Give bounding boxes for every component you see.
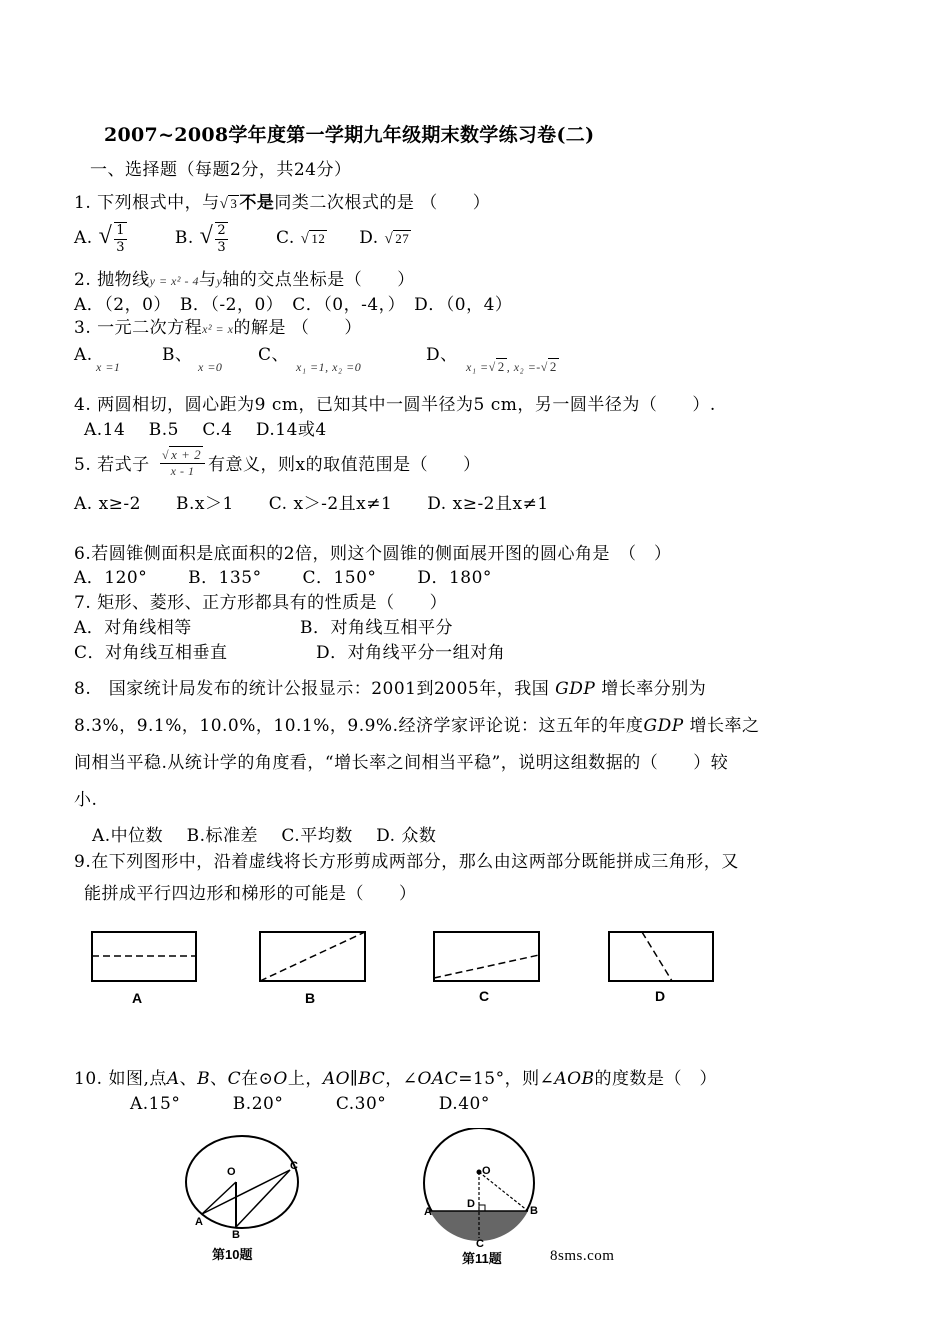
question-8-line-3: 间相当平稳.从统计学的角度看，“增长率之间相当平稳”，说明这组数据的（ ）较	[74, 753, 729, 773]
question-6-stem: 6.若圆锥侧面积是底面积的2倍，则这个圆锥的侧面展开图的圆心角是 （ ）	[74, 544, 672, 564]
figure-11-diagram	[418, 1128, 558, 1248]
figure-11-label-c: C	[476, 1238, 484, 1250]
question-2-stem: 2. 抛物线y = x² - 4与y轴的交点坐标是（ ）	[74, 270, 415, 290]
watermark: 8sms.com	[550, 1248, 615, 1264]
figure-10-label-c: C	[290, 1160, 298, 1172]
question-3-option-d-expr: x₁ =√ 2 , x₂ =-√ 2	[466, 359, 557, 374]
question-5-stem: 5. 若式子	[74, 455, 150, 475]
figure-9d-label: D	[655, 988, 666, 1004]
question-8-line-2: 8.3%，9.1%，10.0%，10.1%，9.9%.经济学家评论说：这五年的年度GDP 增长率之	[74, 716, 760, 736]
question-9-line-2: 能拼成平行四边形和梯形的可能是（ ）	[84, 884, 417, 904]
question-1-options: A. √ $\frac{1}{3}$ B. √ $\frac{2}{3}$ C. √ 12 D. √ 27	[74, 223, 410, 255]
question-5-stem-end: 有意义，则x的取值范围是（ ）	[208, 455, 481, 475]
question-10-options: A.15° B.20° C.30° D.40°	[130, 1094, 490, 1114]
question-3-option-b-expr: x =0	[198, 360, 223, 374]
question-8-options: A.中位数 B.标准差 C.平均数 D. 众数	[92, 826, 437, 846]
question-3-options: A.	[74, 345, 93, 365]
question-8-line-1: 8. 国家统计局发布的统计公报显示：2001到2005年，我国 GDP 增长率分别为	[74, 679, 707, 699]
figure-9a-label: A	[132, 990, 143, 1006]
question-3-option-a-expr: x =1	[96, 360, 121, 374]
page-title: 2007~2008学年度第一学期九年级期末数学练习卷(二)	[104, 124, 595, 146]
question-7-option-c: C．对角线互相垂直	[74, 643, 228, 663]
question-4-options: A.14 B.5 C.4 D.14或4	[84, 420, 327, 440]
figure-9b-label: B	[305, 990, 316, 1006]
figure-11-caption: 第11题	[462, 1251, 502, 1266]
question-8-line-4: 小.	[74, 790, 98, 810]
question-10-stem: 10. 如图,点A、B、C在⊙O上，AO∥BC，∠OAC=15°，则∠AOB的度数是（ ）	[74, 1069, 718, 1089]
figure-11-label-d: D	[467, 1198, 475, 1210]
figure-11-label-b: B	[530, 1205, 538, 1217]
question-4-stem: 4. 两圆相切，圆心距为9 cm，已知其中一圆半径为5 cm，另一圆半径为（ ）.	[74, 395, 716, 415]
question-3-stem: 3. 一元二次方程x² = x的解是 （ ）	[74, 318, 362, 338]
question-7-option-d: D．对角线平分一组对角	[316, 643, 506, 663]
question-9-figures	[0, 920, 950, 1030]
figure-9c-label: C	[479, 988, 490, 1004]
question-2-options: A．（2，0） B．（-2，0） C．（0，-4，） D．（0，4）	[74, 295, 513, 315]
question-3-option-c: C、	[258, 345, 290, 365]
figure-11-label-o: O	[482, 1165, 491, 1177]
question-5-fraction: √ x + 2 x - 1	[160, 446, 205, 478]
question-7-option-a: A．对角线相等	[74, 618, 192, 638]
figure-10-label-a: A	[195, 1216, 203, 1228]
question-7-option-b: B．对角线互相平分	[300, 618, 453, 638]
question-6-options: A．120° B．135° C．150° D．180°	[74, 568, 492, 588]
figure-10-caption: 第10题	[212, 1247, 253, 1262]
figure-9c	[434, 932, 539, 981]
section-heading: 一、选择题（每题2分，共24分）	[90, 160, 352, 180]
question-9-line-1: 9.在下列图形中，沿着虚线将长方形剪成两部分，那么由这两部分既能拼成三角形，又	[74, 852, 739, 872]
question-5-options: A. x≥-2 B.x＞1 C. x＞-2且x≠1 D. x≥-2且x≠1	[74, 494, 549, 514]
question-3-option-d: D、	[426, 345, 458, 365]
figure-10-label-o: O	[227, 1166, 236, 1178]
question-7-stem: 7. 矩形、菱形、正方形都具有的性质是（ ）	[74, 593, 448, 613]
figure-9b	[260, 932, 365, 981]
figure-10-label-b: B	[232, 1229, 240, 1241]
question-3-option-c-expr: x₁ =1, x₂ =0	[296, 360, 362, 374]
figure-9d	[609, 932, 713, 981]
figure-9a	[92, 932, 196, 981]
question-3-option-b: B、	[162, 345, 193, 365]
question-1-stem: 1. 下列根式中，与√ 3 不是同类二次根式的是 （ ）	[74, 193, 491, 213]
figure-11-label-a: A	[424, 1206, 432, 1218]
